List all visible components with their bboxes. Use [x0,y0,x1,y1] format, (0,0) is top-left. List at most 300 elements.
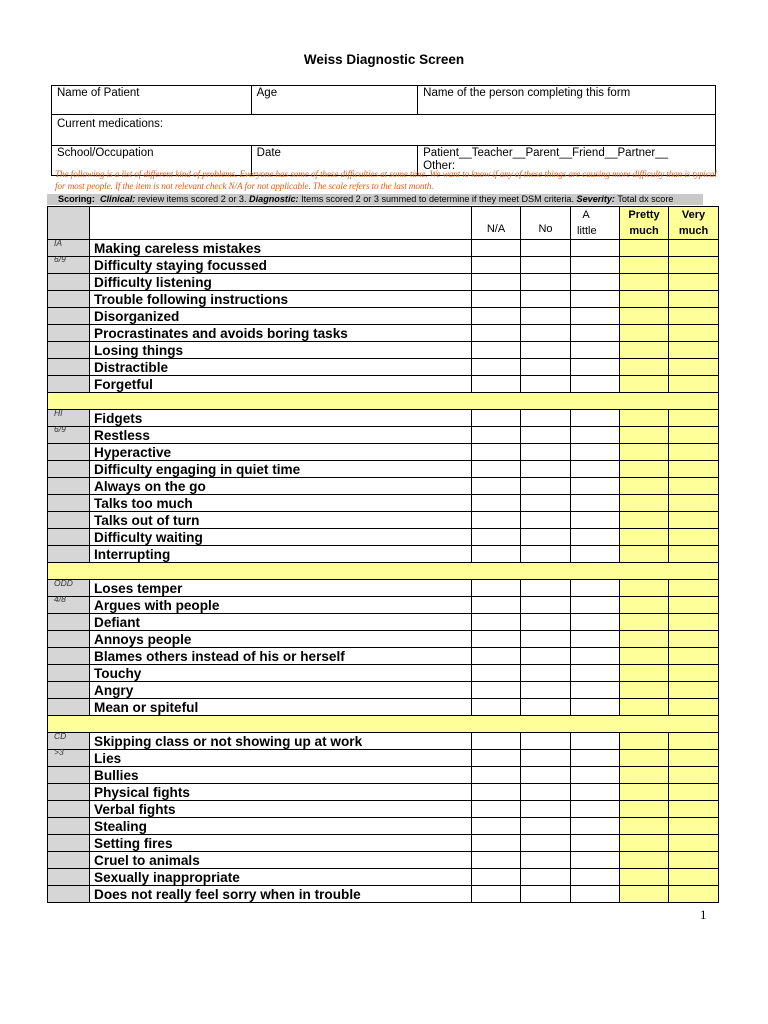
rating-na-cell[interactable] [472,818,521,835]
item-label: Talks too much [90,495,472,512]
table-row [48,869,719,886]
rating-very-much-cell[interactable] [669,291,719,308]
rating-no-cell[interactable] [521,869,571,886]
rating-a-little-cell[interactable] [571,325,620,342]
item-label: Sexually inappropriate [90,869,472,886]
rating-very-much-cell[interactable] [669,444,719,461]
rating-no-cell[interactable] [521,427,571,444]
rating-no-cell[interactable] [521,580,571,597]
section-code-cell [48,747,90,767]
rating-pretty-much-cell[interactable] [620,444,669,461]
rating-a-little-cell[interactable] [571,291,620,308]
rating-na-cell[interactable] [472,767,521,784]
rating-a-little-cell[interactable] [571,631,620,648]
rating-pretty-much-cell[interactable] [620,495,669,512]
rating-na-cell[interactable] [472,240,521,257]
rating-pretty-much-cell[interactable] [620,648,669,665]
rating-a-little-cell[interactable] [571,376,620,393]
very-much-header-line1: Very [681,209,706,221]
rating-a-little-cell[interactable] [571,835,620,852]
rating-no-cell[interactable] [521,274,571,291]
section-code-cell [48,291,90,308]
rating-no-cell[interactable] [521,835,571,852]
rating-na-cell[interactable] [472,359,521,376]
section-code: CD [54,731,67,741]
item-label: Lies [90,750,472,767]
rating-pretty-much-cell[interactable] [620,852,669,869]
item-label: Difficulty staying focussed [90,257,472,274]
rating-na-cell[interactable] [472,257,521,274]
rating-na-cell[interactable] [472,869,521,886]
rating-pretty-much-cell[interactable] [620,597,669,614]
table-row [48,852,719,869]
section-threshold: 6/9 [54,424,66,434]
rating-a-little-cell[interactable] [571,240,620,257]
rating-na-cell[interactable] [472,478,521,495]
rating-na-cell[interactable] [472,631,521,648]
rating-na-cell[interactable] [472,648,521,665]
rating-no-cell[interactable] [521,767,571,784]
section-code-cell [48,444,90,461]
pretty-much-header-line1: Pretty [628,209,660,221]
item-label: Interrupting [90,546,472,563]
rating-no-cell[interactable] [521,784,571,801]
clinical-label: Clinical: [99,194,136,204]
age-field[interactable] [251,86,418,115]
table-row [48,376,719,393]
rating-very-much-cell[interactable] [669,580,719,597]
rating-a-little-cell[interactable] [571,461,620,478]
rating-na-cell[interactable] [472,325,521,342]
severity-label: Severity: [576,194,615,204]
rating-na-cell[interactable] [472,274,521,291]
rating-no-cell[interactable] [521,682,571,699]
table-row [48,410,719,427]
rating-a-little-cell[interactable] [571,818,620,835]
age-label: Age [256,87,278,99]
rating-na-cell[interactable] [472,835,521,852]
table-row [48,257,719,274]
rating-very-much-cell[interactable] [669,767,719,784]
rating-very-much-cell[interactable] [669,461,719,478]
rating-a-little-cell[interactable] [571,648,620,665]
rating-pretty-much-cell[interactable] [620,699,669,716]
current-medications-field[interactable] [52,115,716,146]
rating-no-cell[interactable] [521,529,571,546]
table-row [48,478,719,495]
instructions-text: The following is a list of different kind of problems. Everyone has some of these difficulties at some time. We want to know if any of these things are causing more difficulty than is typical for most people. If the item is not relevant check N/A for not applicable. The scale refers to the last month. [55,170,717,192]
table-row [48,614,719,631]
section-code-cell [48,308,90,325]
rating-no-cell[interactable] [521,240,571,257]
rating-na-cell[interactable] [472,546,521,563]
rating-a-little-cell[interactable] [571,767,620,784]
rating-na-cell[interactable] [472,614,521,631]
rating-no-cell[interactable] [521,852,571,869]
table-row [48,359,719,376]
rating-a-little-cell[interactable] [571,529,620,546]
rating-very-much-cell[interactable] [669,665,719,682]
rating-pretty-much-cell[interactable] [620,325,669,342]
rating-very-much-cell[interactable] [669,886,719,903]
page-number: 1 [700,907,707,922]
item-label: Mean or spiteful [90,699,472,716]
rating-no-cell[interactable] [521,546,571,563]
item-label: Distractible [90,359,472,376]
table-row [48,631,719,648]
rating-na-cell[interactable] [472,682,521,699]
rating-very-much-cell[interactable] [669,529,719,546]
relationship-options: Patient__Teacher__Parent__Friend__Partner__ [423,147,669,159]
rating-very-much-cell[interactable] [669,274,719,291]
rating-a-little-cell[interactable] [571,682,620,699]
rating-very-much-cell[interactable] [669,750,719,767]
patient-info-table [51,85,716,176]
rating-na-cell[interactable] [472,852,521,869]
section-code-cell [48,648,90,665]
table-row [48,784,719,801]
section-code-cell [48,818,90,835]
item-label: Touchy [90,665,472,682]
rating-very-much-cell[interactable] [669,631,719,648]
rating-no-cell[interactable] [521,342,571,359]
item-label: Verbal fights [90,801,472,818]
rating-pretty-much-cell[interactable] [620,240,669,257]
rating-na-cell[interactable] [472,410,521,427]
rating-very-much-cell[interactable] [669,410,719,427]
section-separator-cell [48,393,719,410]
rating-a-little-cell[interactable] [571,784,620,801]
rating-pretty-much-cell[interactable] [620,461,669,478]
section-code-cell [48,869,90,886]
rating-pretty-much-cell[interactable] [620,818,669,835]
rating-pretty-much-cell[interactable] [620,427,669,444]
item-label: Difficulty engaging in quiet time [90,461,472,478]
rating-na-cell[interactable] [472,801,521,818]
item-label: Loses temper [90,580,472,597]
rating-na-cell[interactable] [472,342,521,359]
rating-a-little-cell[interactable] [571,869,620,886]
rating-a-little-cell[interactable] [571,699,620,716]
rating-very-much-cell[interactable] [669,614,719,631]
rating-a-little-cell[interactable] [571,665,620,682]
rating-a-little-cell[interactable] [571,342,620,359]
rating-pretty-much-cell[interactable] [620,512,669,529]
person-completing-field[interactable] [418,86,716,115]
item-label: Physical fights [90,784,472,801]
rating-a-little-cell[interactable] [571,427,620,444]
rating-a-little-cell[interactable] [571,444,620,461]
rating-pretty-much-cell[interactable] [620,801,669,818]
rating-very-much-cell[interactable] [669,308,719,325]
rating-no-cell[interactable] [521,444,571,461]
section-threshold: 4/8 [54,594,66,604]
section-separator [48,716,719,733]
rating-pretty-much-cell[interactable] [620,733,669,750]
rating-very-much-cell[interactable] [669,257,719,274]
rating-very-much-cell[interactable] [669,359,719,376]
rating-no-cell[interactable] [521,478,571,495]
rating-no-cell[interactable] [521,750,571,767]
rating-no-cell[interactable] [521,886,571,903]
item-label: Hyperactive [90,444,472,461]
rating-no-cell[interactable] [521,818,571,835]
rating-pretty-much-cell[interactable] [620,784,669,801]
rating-a-little-cell[interactable] [571,614,620,631]
rating-na-cell[interactable] [472,733,521,750]
table-row [48,427,719,444]
rating-pretty-much-cell[interactable] [620,682,669,699]
rating-a-little-cell[interactable] [571,257,620,274]
rating-no-cell[interactable] [521,410,571,427]
rating-na-cell[interactable] [472,291,521,308]
rating-na-cell[interactable] [472,580,521,597]
item-label: Bullies [90,767,472,784]
table-row [48,597,719,614]
rating-pretty-much-cell[interactable] [620,359,669,376]
section-separator [48,563,719,580]
rating-pretty-much-cell[interactable] [620,665,669,682]
item-label: Always on the go [90,478,472,495]
rating-pretty-much-cell[interactable] [620,291,669,308]
section-code-cell [48,682,90,699]
rating-very-much-cell[interactable] [669,427,719,444]
rating-a-little-cell[interactable] [571,750,620,767]
school-occupation-label: School/Occupation [57,147,154,159]
rating-pretty-much-cell[interactable] [620,835,669,852]
rating-pretty-much-cell[interactable] [620,410,669,427]
very-much-header [669,207,719,240]
rating-a-little-cell[interactable] [571,359,620,376]
table-row [48,682,719,699]
rating-pretty-much-cell[interactable] [620,376,669,393]
rating-no-cell[interactable] [521,648,571,665]
table-row [48,274,719,291]
rating-no-cell[interactable] [521,512,571,529]
table-row [48,835,719,852]
table-row [48,699,719,716]
rating-no-cell[interactable] [521,631,571,648]
rating-pretty-much-cell[interactable] [620,478,669,495]
rating-na-cell[interactable] [472,665,521,682]
a-little-header-line1: A [582,209,590,221]
section-code-cell [48,495,90,512]
rating-a-little-cell[interactable] [571,597,620,614]
rating-no-cell[interactable] [521,733,571,750]
diagnostic-text: Items scored 2 or 3 summed to determine if they meet DSM criteria. [298,194,577,204]
rating-na-cell[interactable] [472,784,521,801]
rating-no-cell[interactable] [521,495,571,512]
rating-pretty-much-cell[interactable] [620,529,669,546]
rating-no-cell[interactable] [521,359,571,376]
rating-na-cell[interactable] [472,597,521,614]
section-code-cell [48,512,90,529]
rating-a-little-cell[interactable] [571,512,620,529]
section-code-cell [48,325,90,342]
rating-very-much-cell[interactable] [669,835,719,852]
rating-na-cell[interactable] [472,750,521,767]
table-row [48,580,719,597]
rating-pretty-much-cell[interactable] [620,580,669,597]
rating-very-much-cell[interactable] [669,852,719,869]
na-header: N/A [472,207,521,240]
rating-pretty-much-cell[interactable] [620,750,669,767]
rating-no-cell[interactable] [521,308,571,325]
rating-na-cell[interactable] [472,512,521,529]
rating-a-little-cell[interactable] [571,274,620,291]
rating-very-much-cell[interactable] [669,546,719,563]
item-label: Setting fires [90,835,472,852]
table-row [48,308,719,325]
section-code-cell [48,461,90,478]
item-label: Defiant [90,614,472,631]
section-separator-cell [48,716,719,733]
rating-no-cell[interactable] [521,325,571,342]
pretty-much-header [620,207,669,240]
rating-na-cell[interactable] [472,699,521,716]
rating-very-much-cell[interactable] [669,801,719,818]
rating-pretty-much-cell[interactable] [620,886,669,903]
rating-no-cell[interactable] [521,597,571,614]
rating-na-cell[interactable] [472,461,521,478]
table-row [48,733,719,750]
rating-very-much-cell[interactable] [669,818,719,835]
table-row [48,886,719,903]
item-label: Making careless mistakes [90,240,472,257]
rating-very-much-cell[interactable] [669,342,719,359]
item-label: Annoys people [90,631,472,648]
rating-a-little-cell[interactable] [571,478,620,495]
table-row [48,291,719,308]
table-row [48,512,719,529]
rating-pretty-much-cell[interactable] [620,257,669,274]
item-label: Cruel to animals [90,852,472,869]
item-label: Procrastinates and avoids boring tasks [90,325,472,342]
rating-pretty-much-cell[interactable] [620,614,669,631]
item-label: Does not really feel sorry when in trouble [90,886,472,903]
rating-pretty-much-cell[interactable] [620,631,669,648]
rating-na-cell[interactable] [472,427,521,444]
item-label: Difficulty waiting [90,529,472,546]
rating-pretty-much-cell[interactable] [620,546,669,563]
rating-a-little-cell[interactable] [571,495,620,512]
section-code: ODD [54,578,73,588]
section-code-cell [48,665,90,682]
rating-pretty-much-cell[interactable] [620,767,669,784]
rating-na-cell[interactable] [472,444,521,461]
pretty-much-header-line2: much [629,225,659,237]
rating-a-little-cell[interactable] [571,801,620,818]
item-label: Disorganized [90,308,472,325]
table-row [48,546,719,563]
rating-very-much-cell[interactable] [669,512,719,529]
rating-grid [47,206,719,903]
table-row [48,461,719,478]
rating-a-little-cell[interactable] [571,410,620,427]
rating-a-little-cell[interactable] [571,852,620,869]
table-row [48,801,719,818]
rating-very-much-cell[interactable] [669,784,719,801]
rating-a-little-cell[interactable] [571,886,620,903]
rating-na-cell[interactable] [472,376,521,393]
page-title: Weiss Diagnostic Screen [303,52,465,67]
rating-na-cell[interactable] [472,308,521,325]
rating-pretty-much-cell[interactable] [620,869,669,886]
rating-no-cell[interactable] [521,614,571,631]
section-code-cell [48,767,90,784]
section-code-cell [48,852,90,869]
table-row [48,240,719,257]
rating-no-cell[interactable] [521,257,571,274]
rating-very-much-cell[interactable] [669,699,719,716]
rating-pretty-much-cell[interactable] [620,308,669,325]
rating-no-cell[interactable] [521,461,571,478]
item-label: Talks out of turn [90,512,472,529]
rating-pretty-much-cell[interactable] [620,342,669,359]
section-threshold: 6/9 [54,254,66,264]
no-header: No [521,207,571,240]
section-code-cell [48,254,90,274]
rating-no-cell[interactable] [521,699,571,716]
table-row [48,648,719,665]
section-code-cell [48,342,90,359]
severity-text: Total dx score [614,194,674,204]
item-header-cell [90,207,472,240]
rating-very-much-cell[interactable] [669,240,719,257]
current-medications-label: Current medications: [57,118,164,130]
rating-pretty-much-cell[interactable] [620,274,669,291]
rating-no-cell[interactable] [521,801,571,818]
date-label: Date [256,147,281,159]
item-label: Stealing [90,818,472,835]
table-row [48,529,719,546]
rating-no-cell[interactable] [521,376,571,393]
rating-very-much-cell[interactable] [669,648,719,665]
rating-a-little-cell[interactable] [571,308,620,325]
item-label: Forgetful [90,376,472,393]
section-code-cell [48,359,90,376]
code-header-cell [48,207,90,240]
other-label: Other: [423,160,456,172]
name-of-patient-field[interactable] [52,86,252,115]
item-label: Angry [90,682,472,699]
rating-very-much-cell[interactable] [669,682,719,699]
rating-very-much-cell[interactable] [669,325,719,342]
rating-a-little-cell[interactable] [571,580,620,597]
scoring-label: Scoring: [58,194,95,204]
rating-na-cell[interactable] [472,495,521,512]
section-code-cell [48,784,90,801]
section-threshold: >3 [54,747,64,757]
table-row [48,342,719,359]
section-code-cell [48,614,90,631]
rating-no-cell[interactable] [521,291,571,308]
a-little-header-line2: little [577,225,597,237]
rating-very-much-cell[interactable] [669,376,719,393]
rating-very-much-cell[interactable] [669,478,719,495]
rating-very-much-cell[interactable] [669,869,719,886]
rating-no-cell[interactable] [521,665,571,682]
rating-very-much-cell[interactable] [669,495,719,512]
name-of-patient-label: Name of Patient [57,87,140,99]
rating-very-much-cell[interactable] [669,733,719,750]
rating-a-little-cell[interactable] [571,546,620,563]
scoring-bar [47,194,703,205]
rating-na-cell[interactable] [472,529,521,546]
rating-na-cell[interactable] [472,886,521,903]
rating-a-little-cell[interactable] [571,733,620,750]
rating-very-much-cell[interactable] [669,597,719,614]
